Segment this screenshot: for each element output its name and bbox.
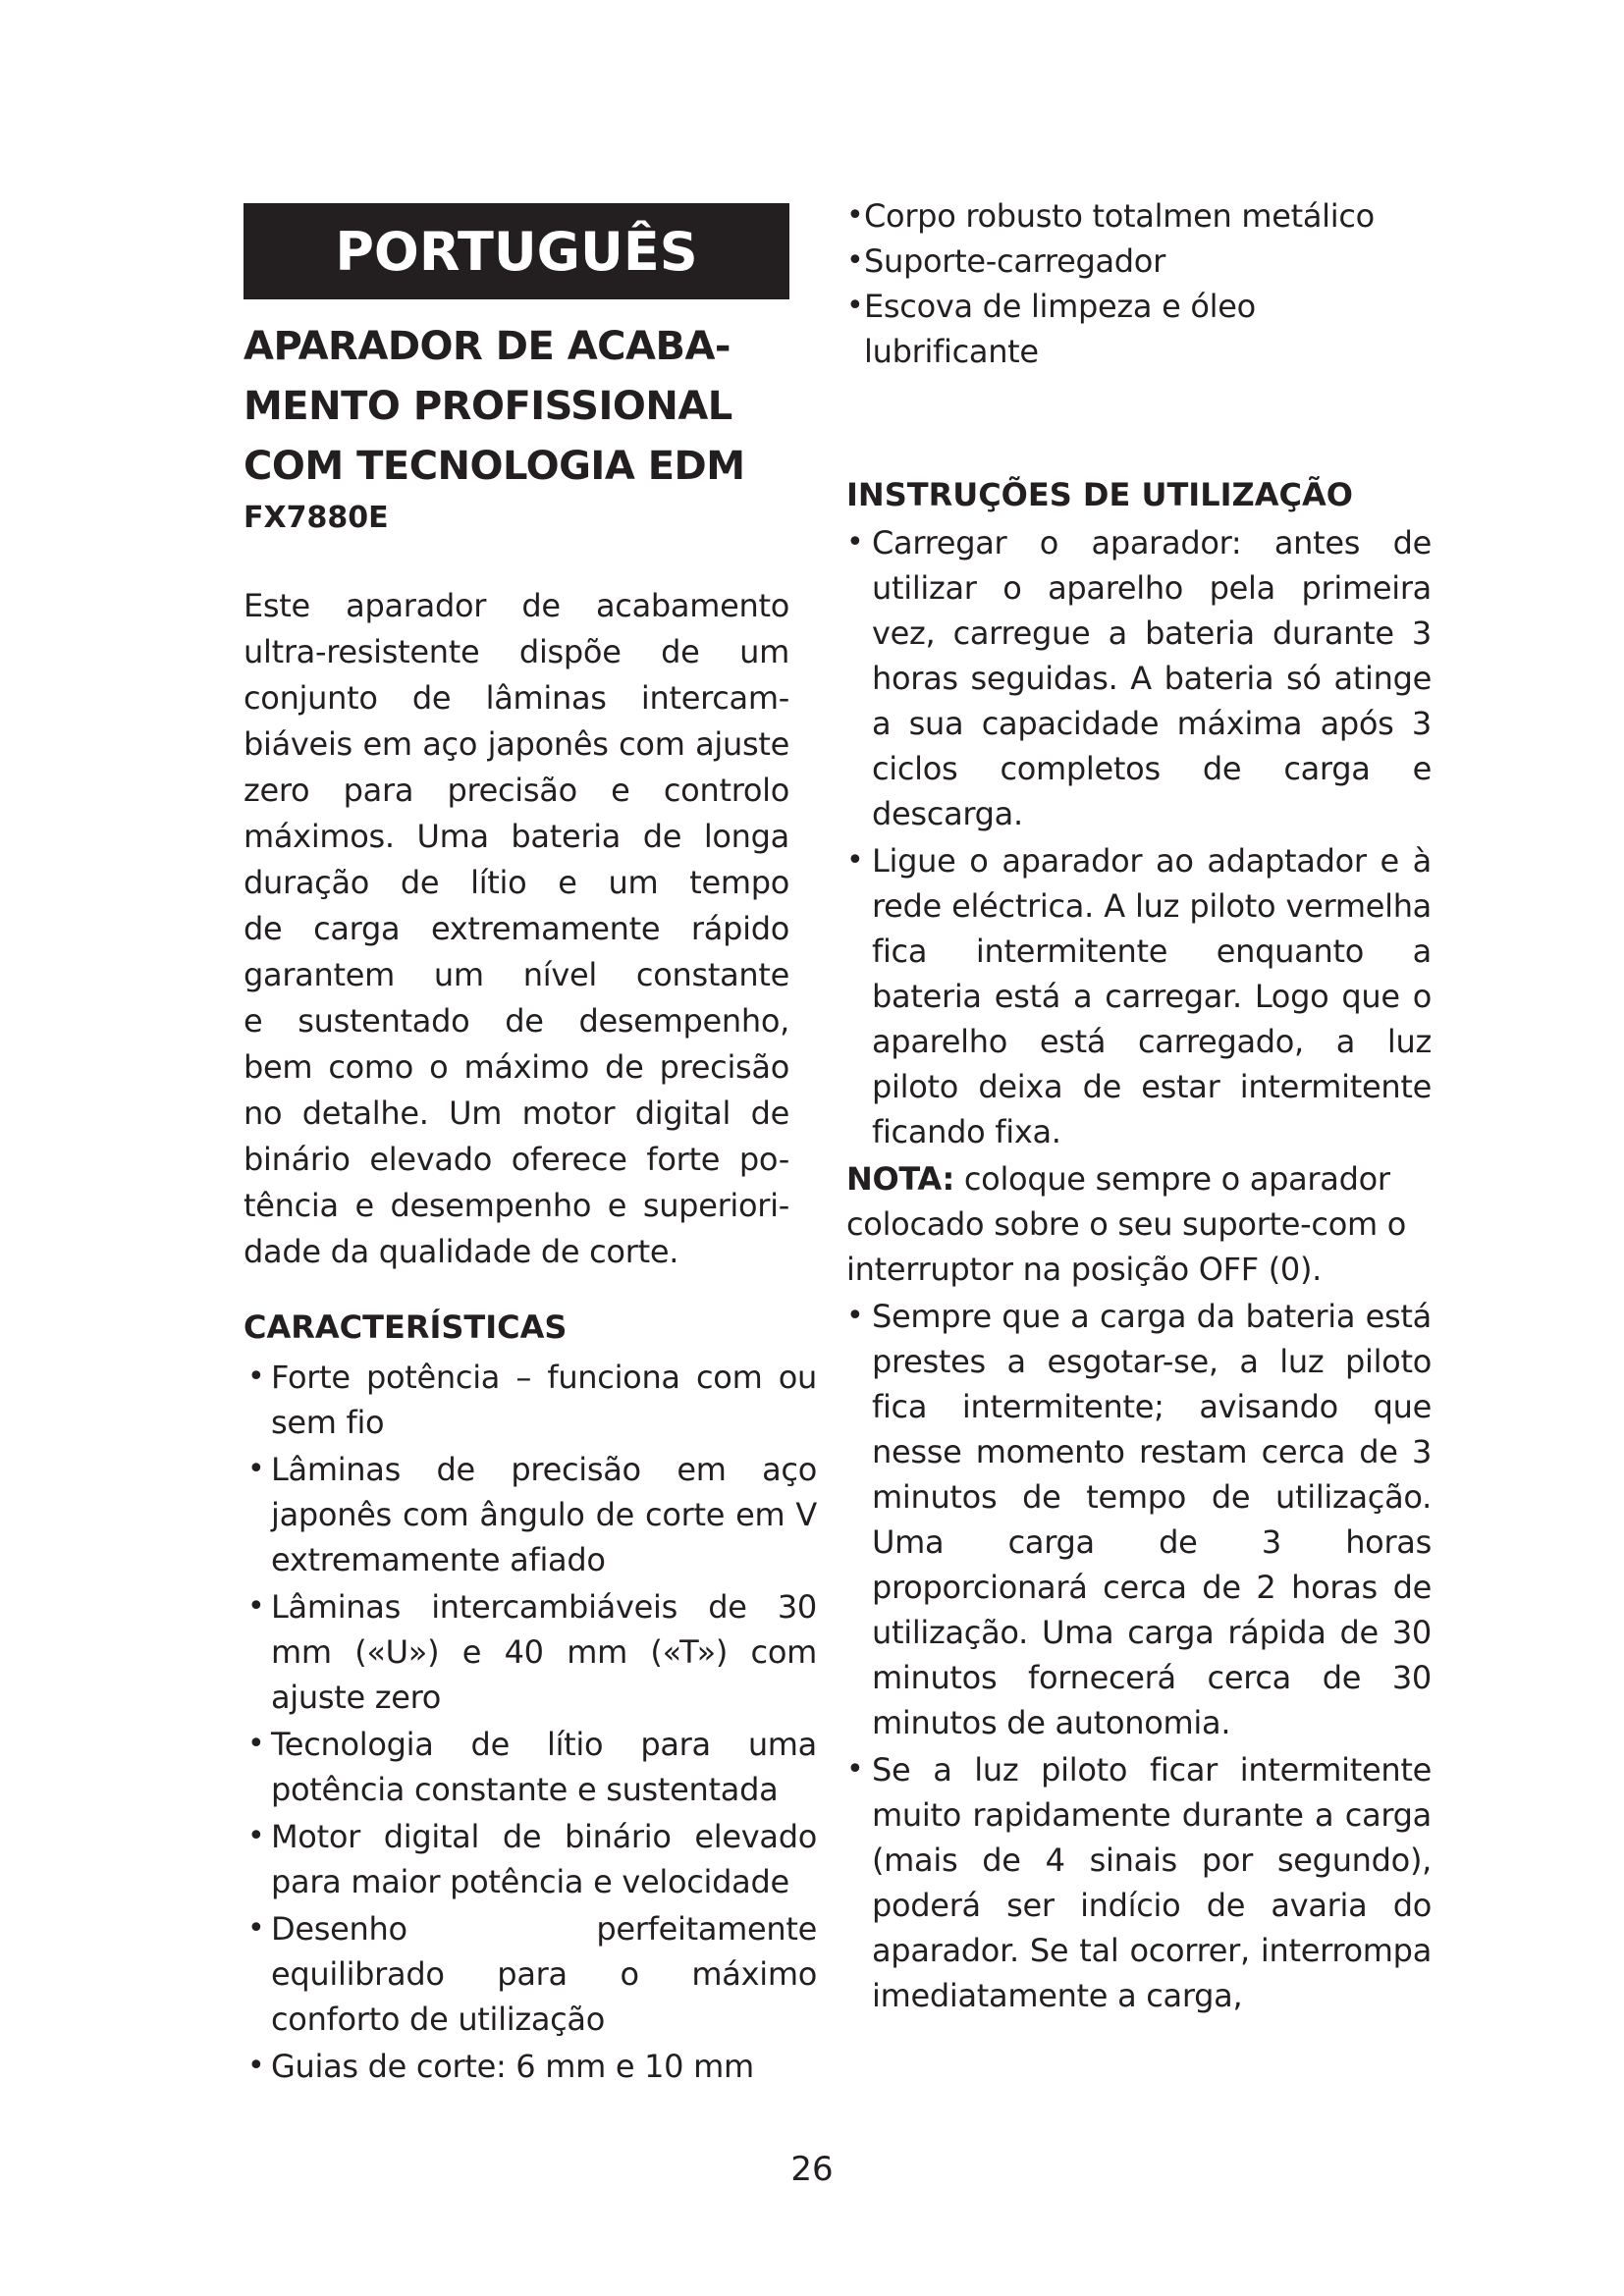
list-item-text: Guias de corte: 6 mm e 10 mm	[271, 2048, 754, 2085]
intro-line: binário elevado oferece forte po-	[244, 1141, 789, 1178]
bullet-icon: •	[247, 1819, 265, 1853]
list-item-text: Lâminas intercambiáveis de 30 mm («U») e 40 mm («T») com ajuste zero	[271, 1588, 817, 1716]
list-item	[247, 1447, 817, 1582]
intro-line: Este aparador de acabamento	[244, 587, 789, 624]
list-item-text: Desenho perfeitamente equilibrado para o máximo conforto de utilização	[271, 1910, 817, 2038]
bullet-icon: •	[846, 198, 864, 233]
intro-paragraph	[244, 583, 789, 1275]
note	[846, 1156, 1432, 1292]
intro-line: duração de lítio e um tempo	[244, 864, 789, 901]
intro-line: tência e desempenho e superiori-	[244, 1187, 789, 1224]
bullet-icon: •	[846, 843, 864, 878]
list-item-text: Sempre que a carga da bateria está prestes a esgotar-se, a luz piloto fica intermitente; avisando que nesse momento restam cerca de 3 minutos de tempo de utilização. Uma carga de 3 horas proporcionará cerca de 2 horas de utilização. Uma carga rápida de 30 minutos fornecerá cerca de 30 minutos de autonomia.	[872, 1298, 1432, 1741]
list-item	[247, 2044, 817, 2089]
product-title	[244, 317, 833, 497]
intro-line: bem como o máximo de precisão	[244, 1048, 789, 1086]
list-item-text: Ligue o aparador ao adaptador e à rede eléctrica. A luz piloto vermelha fica intermitente enquanto a bateria está a carregar. Logo que o aparelho está carregado, a luz piloto deixa de estar intermitente ficando fixa.	[872, 842, 1432, 1150]
list-item-text: Se a luz piloto ficar intermitente muito rapidamente durante a carga (mais de 4 sinais por segundo), poderá ser indício de avaria do aparador. Se tal ocorrer, interrompa imediatamente a carga,	[872, 1751, 1432, 2014]
intro-line: no detalhe. Um motor digital de	[244, 1095, 789, 1132]
title-line: APARADOR DE ACABA-	[244, 324, 731, 369]
bullet-icon: •	[846, 525, 864, 560]
bullet-icon: •	[247, 1452, 265, 1486]
list-item-text: Escova de limpeza e óleo lubrificante	[864, 288, 1256, 370]
bullet-icon: •	[846, 1299, 864, 1333]
bullet-icon: •	[247, 2049, 265, 2083]
list-item	[247, 1906, 817, 2042]
bullet-icon: •	[247, 1911, 265, 1946]
title-line: MENTO PROFISSIONAL	[244, 384, 732, 429]
list-item	[247, 1584, 817, 1720]
page-number: 26	[790, 2150, 834, 2189]
bullet-icon: •	[846, 1752, 864, 1787]
intro-line: zero para precisão e controlo	[244, 772, 789, 809]
bullet-icon: •	[247, 1727, 265, 1761]
features-list	[247, 1355, 817, 2089]
bullet-icon: •	[247, 1589, 265, 1624]
model-number: FX7880E	[244, 501, 389, 535]
list-item	[846, 193, 1435, 239]
list-item	[846, 239, 1435, 284]
intro-line: garantem um nível constante	[244, 956, 789, 993]
intro-line: de carga extremamente rápido	[244, 910, 789, 947]
bullet-icon: •	[846, 289, 864, 323]
list-item	[846, 838, 1432, 1154]
list-item-text: Motor digital de binário elevado para maior potência e velocidade	[271, 1818, 817, 1900]
list-item	[846, 284, 1435, 374]
intro-line: biáveis em aço japonês com ajuste	[244, 725, 789, 763]
language-label: PORTUGUÊS	[335, 220, 698, 283]
list-item	[846, 520, 1432, 836]
list-item	[247, 1722, 817, 1812]
note-label: NOTA:	[846, 1160, 954, 1198]
intro-line: máximos. Uma bateria de longa	[244, 818, 789, 855]
intro-line: dade da qualidade de corte.	[244, 1233, 679, 1270]
intro-line: conjunto de lâminas intercam-	[244, 679, 789, 717]
list-item-text: Corpo robusto totalmen metálico	[864, 197, 1375, 235]
instructions-heading: INSTRUÇÕES DE UTILIZAÇÃO	[846, 476, 1353, 513]
note-text: coloque sempre o aparador colocado sobre o seu suporte-com o interruptor na posição OFF (0).	[846, 1160, 1407, 1288]
list-item-text: Tecnologia de lítio para uma potência constante e sustentada	[271, 1726, 817, 1808]
bullet-icon: •	[846, 243, 864, 278]
title-line: COM TECNOLOGIA EDM	[244, 444, 745, 489]
features-list-continued	[846, 193, 1435, 374]
language-banner	[244, 203, 789, 299]
list-item-text: Suporte-carregador	[864, 242, 1165, 280]
list-item	[846, 1747, 1432, 2018]
intro-line: e sustentado de desempenho,	[244, 1002, 789, 1040]
list-item-text: Forte potência – funciona com ou sem fio	[271, 1359, 817, 1441]
instructions-list	[846, 520, 1432, 2018]
intro-line: ultra-resistente dispõe de um	[244, 633, 789, 670]
list-item	[247, 1814, 817, 1904]
bullet-icon: •	[247, 1360, 265, 1394]
list-item	[846, 1294, 1432, 1745]
features-heading: CARACTERÍSTICAS	[244, 1308, 568, 1346]
list-item-text: Carregar o aparador: antes de utilizar o aparelho pela primeira vez, carregue a bateria durante 3 horas seguidas. A bateria só atinge a sua capacidade máxima após 3 ciclos completos de carga e descarga.	[872, 524, 1432, 832]
list-item-text: Lâminas de precisão em aço japonês com ângulo de corte em V extremamente afiado	[271, 1451, 817, 1578]
list-item	[247, 1355, 817, 1445]
